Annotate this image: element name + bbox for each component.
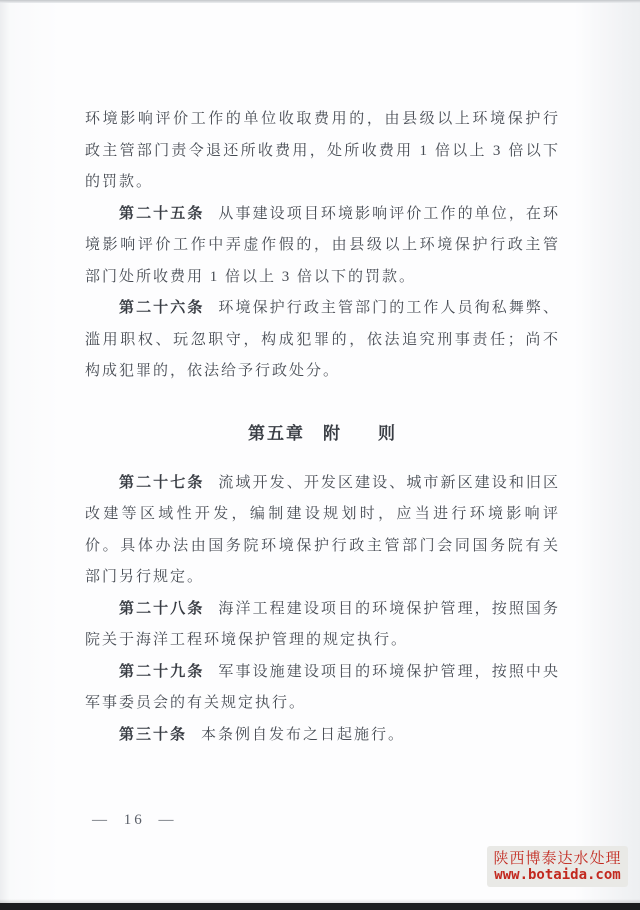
article-30-number: 第三十条 <box>119 726 188 743</box>
article-29-number: 第二十九条 <box>119 663 205 680</box>
watermark-url: www.botaida.com <box>494 867 621 883</box>
article-28-number: 第二十八条 <box>119 600 205 617</box>
scan-edge-bottom <box>0 903 640 910</box>
article-27-paragraph <box>85 468 560 594</box>
continuation-text: 环境影响评价工作的单位收取费用的，由县级以上环境保护行政主管部门责令退还所收费用，处所收费用 1 倍以上 3 倍以下的罚款。 <box>85 111 560 190</box>
article-25-paragraph <box>85 199 560 294</box>
chapter-title-char-1: 附 <box>323 423 342 443</box>
watermark-badge <box>487 846 628 887</box>
continuation-paragraph <box>85 104 560 199</box>
chapter-label: 第五章 <box>248 423 305 443</box>
article-27-number: 第二十七条 <box>119 474 205 491</box>
article-30-paragraph <box>85 720 560 752</box>
article-25-number: 第二十五条 <box>119 205 205 222</box>
article-28-text: 海洋工程建设项目的环境保护管理，按照国务院关于海洋工程环境保护管理的规定执行。 <box>85 600 560 648</box>
watermark-company-name: 陕西博泰达水处理 <box>493 849 622 867</box>
chapter-title-char-2: 则 <box>378 423 397 443</box>
article-28-paragraph <box>85 594 560 657</box>
article-26-text: 环境保护行政主管部门的工作人员徇私舞弊、滥用职权、玩忽职守，构成犯罪的，依法追究刑事责任；尚不构成犯罪的，依法给予行政处分。 <box>85 300 560 379</box>
article-30-text: 本条例自发布之日起施行。 <box>201 726 406 743</box>
chapter-heading <box>85 418 560 450</box>
article-25-text: 从事建设项目环境影响评价工作的单位，在环境影响评价工作中弄虚作假的，由县级以上环境保护行政主管部门处所收费用 1 倍以上 3 倍以下的罚款。 <box>85 205 560 285</box>
article-26-number: 第二十六条 <box>119 300 205 316</box>
article-29-paragraph <box>85 657 560 720</box>
article-26-paragraph <box>85 293 560 388</box>
scan-edge-top <box>0 0 640 3</box>
page-number: — 16 — <box>92 812 177 828</box>
article-27-text: 流域开发、开发区建设、城市新区建设和旧区改建等区域性开发，编制建设规划时，应当进行环境影响评价。具体办法由国务院环境保护行政主管部门会同国务院有关部门另行规定。 <box>85 474 560 585</box>
document-text-block <box>85 104 560 751</box>
article-29-text: 军事设施建设项目的环境保护管理，按照中央军事委员会的有关规定执行。 <box>85 663 560 711</box>
